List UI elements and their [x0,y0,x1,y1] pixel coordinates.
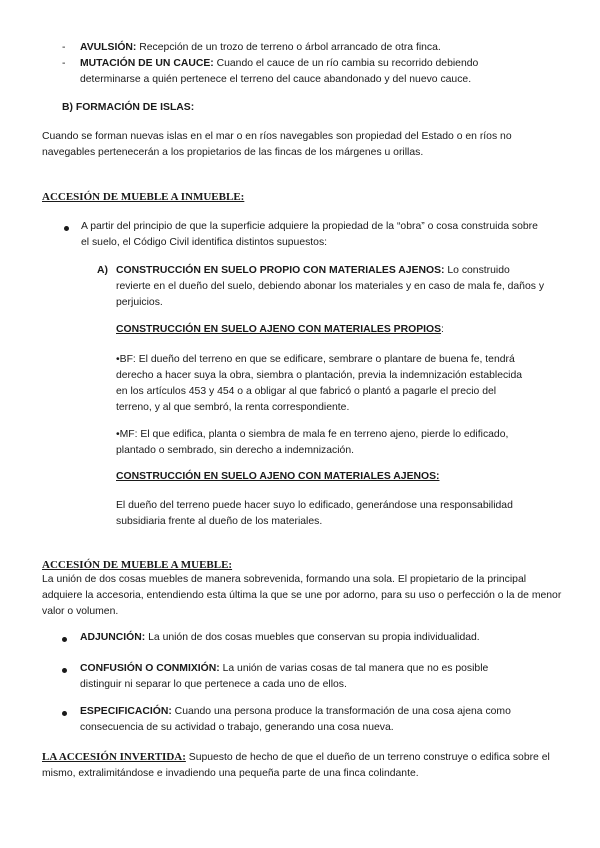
list-item-especificacion [80,704,525,736]
paragraph-mueble-mueble: La unión de dos cosas muebles de manera sobrevenida, formando una sola. El propietario de la principal adquiere la accesoria, entendiendo esta última la que se une por adorno, para su uso o perfección o la de menor valor o volumen. [42,574,562,617]
avulsion-text: Recepción de un trozo de terreno o árbol arrancado de otra finca. [136,42,441,53]
paragraph-suelo-propio [116,263,546,311]
term-mutacion: MUTACIÓN DE UN CAUCE: [80,58,214,69]
term-avulsion: AVULSIÓN: [80,42,137,53]
confusion-text: La unión de varias cosas de tal manera que no es posible distinguir ni separar lo que pertenece a cada uno de ellos. [80,663,489,690]
dash-marker: - [62,42,66,53]
term-suelo-propio: CONSTRUCCIÓN EN SUELO PROPIO CON MATERIALES AJENOS: [116,265,445,276]
term-adjuncion: ADJUNCIÓN: [80,632,146,643]
paragraph-supuestos: A partir del principio de que la superficie adquiere la propiedad de la “obra” o cosa construida sobre el suelo, el Código Civil identifica distintos supuestos: [81,221,538,248]
heading-suelo-ajeno-ajenos: CONSTRUCCIÓN EN SUELO AJENO CON MATERIALES AJENOS: [116,471,440,482]
term-especificacion: ESPECIFICACIÓN: [80,706,172,717]
adjuncion-text: La unión de dos cosas muebles que conservan su propia individualidad. [145,632,480,643]
paragraph-suelo-ajeno-ajenos: El dueño del terreno puede hacer suyo lo edificado, generándose una responsabilidad subsidiaria frente al dueño de los materiales. [116,500,513,527]
paragraph-islas: Cuando se forman nuevas islas en el mar o en ríos navegables son propiedad del Estado o en ríos no navegables pertenecerán a los propietarios de las fincas de los márgenes u orillas. [42,131,512,158]
heading-mueble-mueble: ACCESIÓN DE MUEBLE A MUEBLE: [42,559,233,571]
bullet-marker [62,668,67,673]
bullet-marker [62,711,67,716]
bullet-marker [62,637,67,642]
heading-invertida: LA ACCESIÓN INVERTIDA: [42,751,186,763]
suelo-propio-text: Lo construido revierte en el dueño del suelo, debiendo abonar los materiales y en caso de mala fe, daños y perjuicios. [116,265,545,308]
paragraph-invertida [42,749,552,782]
bullet-marker [64,226,69,231]
paragraph-buena-fe: •BF: El dueño del terreno en que se edificare, sembrare o plantare de buena fe, tendrá derecho a hacer suya la obra, siembra o plantación, previa la indemnización establecida en los artículos 453 y 454 o a obligar al que fabricó o plantó a pagarle el precio del terreno, y al que sembró, la renta correspondiente. [116,354,523,413]
list-item-confusion [80,661,520,693]
invertida-text: Supuesto de hecho de que el dueño de un terreno construye o edifica sobre el mismo, extralimitándose e invadiendo una pequeña parte de una finca colindante. [42,752,550,779]
especificacion-text: Cuando una persona produce la transformación de una cosa ajena como consecuencia de su actividad o trabajo, generando una cosa nueva. [80,706,511,733]
dash-marker: - [62,58,66,69]
heading-suelo-ajeno-propios: CONSTRUCCIÓN EN SUELO AJENO CON MATERIALES PROPIOS: [116,324,444,335]
label-a: A) [97,265,108,276]
mutacion-text: Cuando el cauce de un río cambia su recorrido debiendo determinarse a quién pertenece el terreno del cauce abandonado y del nuevo cauce. [80,58,479,85]
term-confusion: CONFUSIÓN O CONMIXIÓN: [80,663,220,674]
paragraph-mala-fe: •MF: El que edifica, planta o siembra de mala fe en terreno ajeno, pierde lo edificado, plantado o sembrado, sin derecho a indemnización. [116,429,509,456]
heading-islas: B) FORMACIÓN DE ISLAS: [62,102,195,113]
heading-mueble-inmueble: ACCESIÓN DE MUEBLE A INMUEBLE: [42,191,245,203]
list-item-adjuncion [80,630,530,646]
